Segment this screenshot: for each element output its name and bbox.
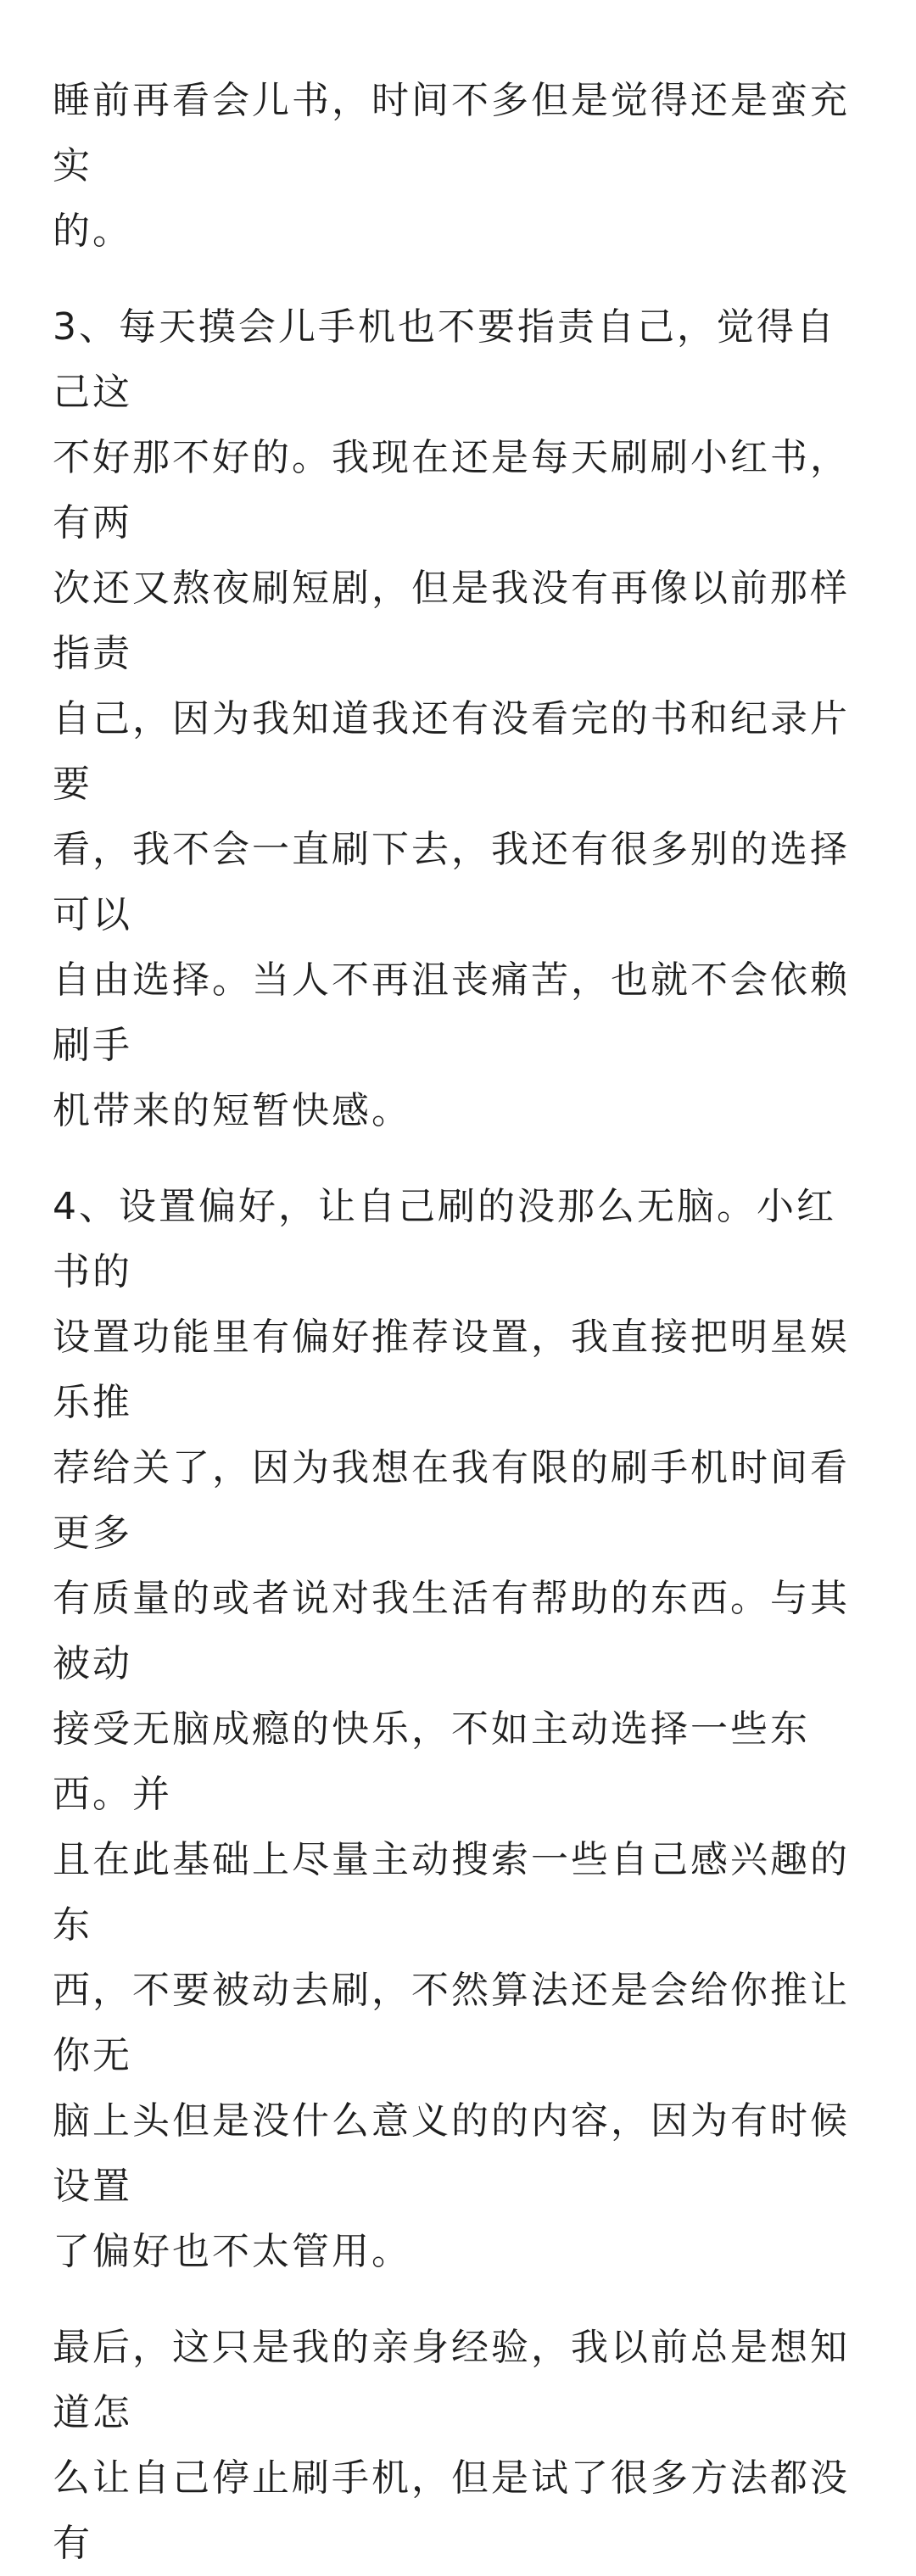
paragraph-tip-3: 3、每天摸会儿手机也不要指责自己，觉得自己这 不好那不好的。我现在还是每天刷刷小红书，有两 次还又熬夜刷短剧，但是我没有再像以前那样指责 自己，因为我知道我还有没看完的书和纪录片要 看，我不会一直刷下去，我还有很多别的选择可以 自由选择。当人不再沮丧痛苦，也就不会依赖刷手 机带来的短暂快感。 [53,305,850,1132]
paragraph-conclusion: 最后，这只是我的亲身经验，我以前总是想知道怎 么让自己停止刷手机，但是试了很多方法都没有 [53,2326,850,2565]
paragraph-tip-4: 4、设置偏好，让自己刷的没那么无脑。小红书的 设置功能里有偏好推荐设置，我直接把明星娱乐推 荐给关了，因为我想在我有限的刷手机时间看更多 有质量的或者说对我生活有帮助的东西。与其被动 接受无脑成瘾的快乐，不如主动选择一些东西。并 且在此基础上尽量主动搜索一些自己感兴趣的东 西，不要被动去刷，不然算法还是会给你推让你无 脑上头但是没什么意义的的内容，因为有时候设置 了偏好也不太管用。 [53,1185,850,2273]
paragraph-intro-continuation: 睡前再看会儿书，时间不多但是觉得还是蛮充实 的。 [53,79,850,253]
